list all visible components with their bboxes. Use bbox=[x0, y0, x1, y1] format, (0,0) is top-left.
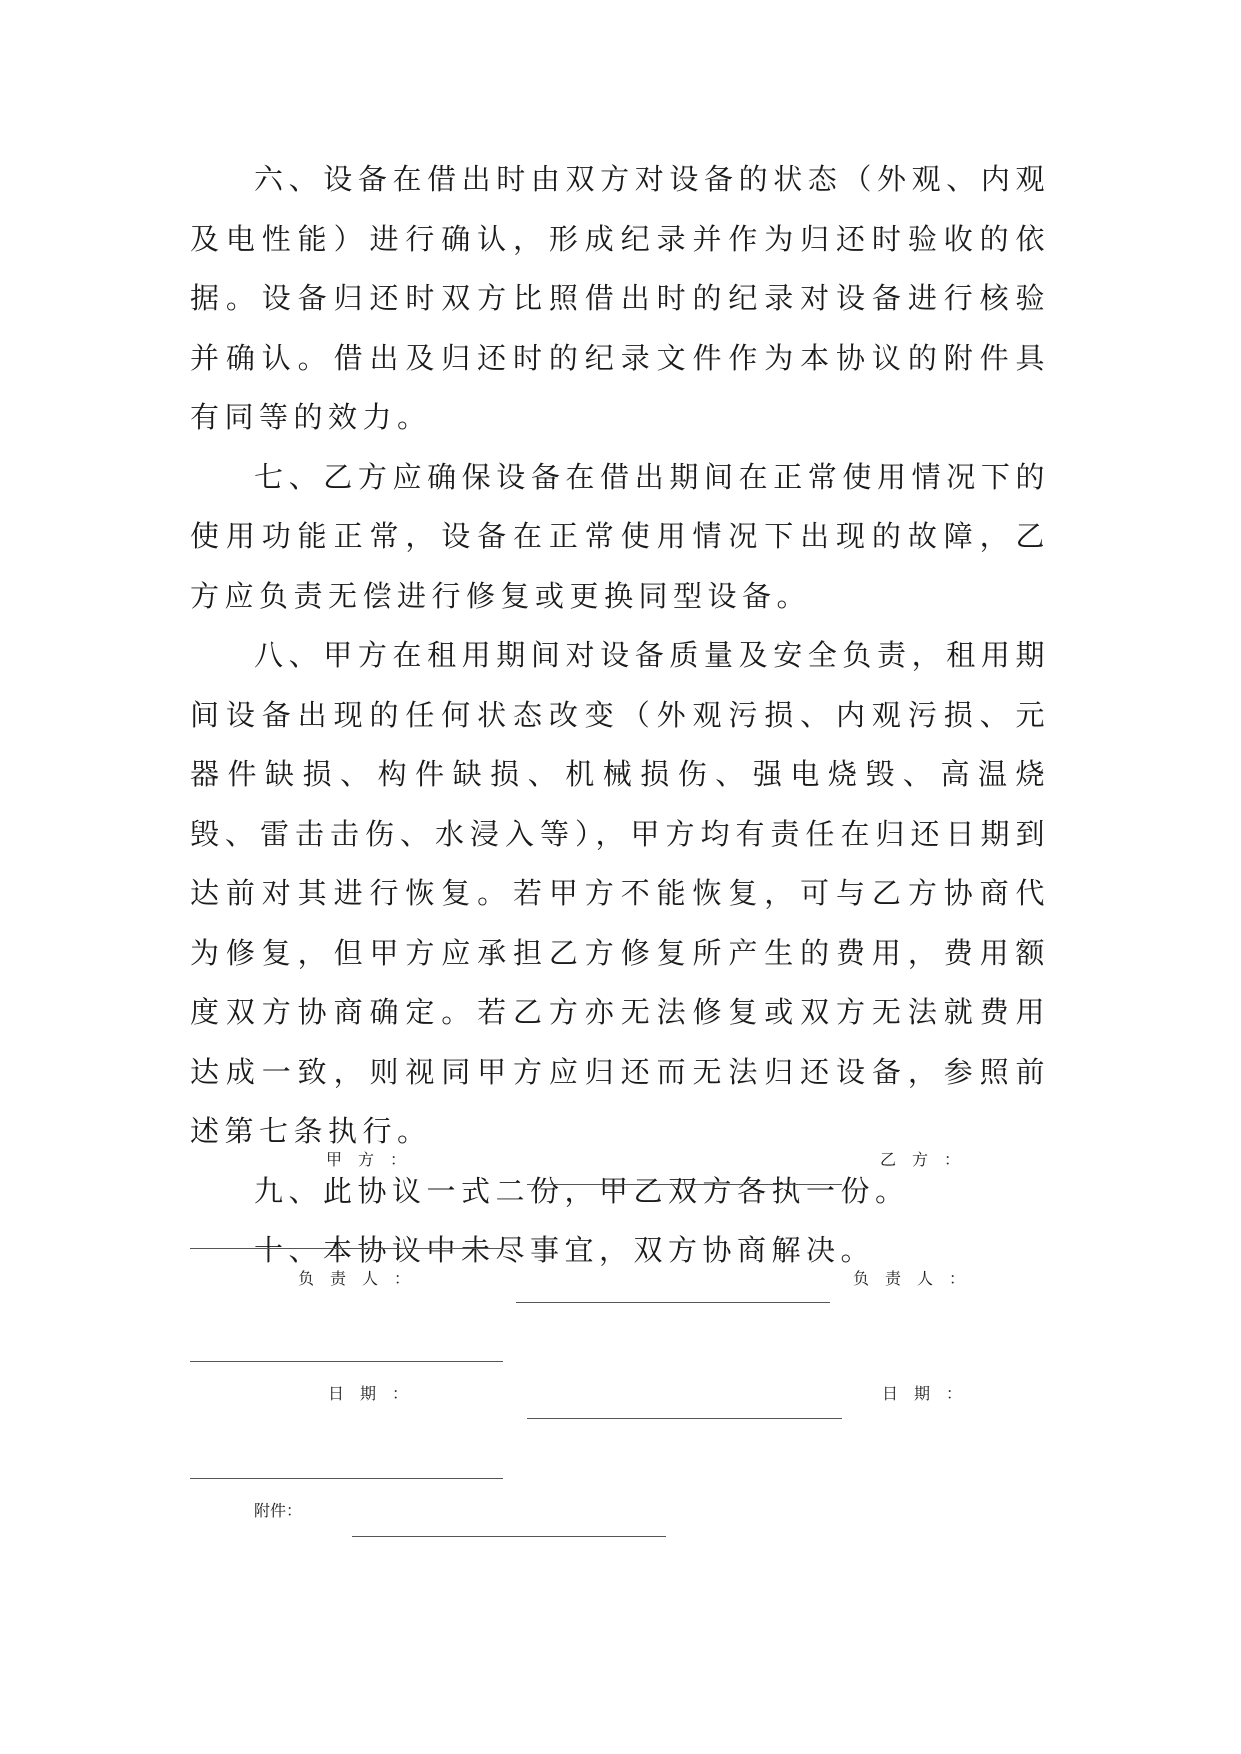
responsible-a-label: 负 责 人 ： bbox=[298, 1269, 411, 1288]
party-a-label: 甲 方 ： bbox=[326, 1150, 407, 1169]
document-body bbox=[190, 150, 1050, 1281]
attachment-label: 附件： bbox=[254, 1501, 303, 1520]
party-b-signature-line[interactable] bbox=[190, 1248, 503, 1249]
clause-7: 七、乙方应确保设备在借出期间在正常使用情况下的使用功能正常，设备在正常使用情况下出现的故障，乙方应负责无偿进行修复或更换同型设备。 bbox=[190, 459, 1050, 613]
attachment-line[interactable] bbox=[352, 1536, 666, 1537]
clause-6: 六、设备在借出时由双方对设备的状态（外观、内观及电性能）进行确认，形成纪录并作为归还时验收的依据。设备归还时双方比照借出时的纪录对设备进行核验并确认。借出及归还时的纪录文件作为本协议的附件具有同等的效力。 bbox=[190, 162, 1050, 434]
clause-8: 八、甲方在租用期间对设备质量及安全负责，租用期间设备出现的任何状态改变（外观污损、内观污损、元器件缺损、构件缺损、机械损伤、强电烧毁、高温烧毁、雷击击伤、水浸入等），甲方均有责任在归还日期到达前对其进行恢复。若甲方不能恢复，可与乙方协商代为修复，但甲方应承担乙方修复所产生的费用，费用额度双方协商确定。若乙方亦无法修复或双方无法就费用达成一致，则视同甲方应归还而无法归还设备，参照前述第七条执行。 bbox=[190, 638, 1050, 1148]
clause-9: 九、此协议一式二份，甲乙双方各执一份。 bbox=[254, 1173, 910, 1208]
responsible-a-signature-line[interactable] bbox=[516, 1302, 830, 1303]
date-b-label: 日 期 ： bbox=[882, 1384, 963, 1403]
responsible-b-signature-line[interactable] bbox=[190, 1361, 503, 1362]
date-a-line[interactable] bbox=[527, 1418, 842, 1419]
date-a-label: 日 期 ： bbox=[328, 1384, 409, 1403]
party-a-signature-line[interactable] bbox=[527, 1184, 842, 1185]
clause-10: 十、本协议中未尽事宜，双方协商解决。 bbox=[254, 1233, 876, 1267]
party-b-label: 乙 方 ： bbox=[880, 1150, 961, 1169]
responsible-b-label: 负 责 人 ： bbox=[853, 1269, 966, 1288]
date-b-line[interactable] bbox=[190, 1478, 503, 1479]
